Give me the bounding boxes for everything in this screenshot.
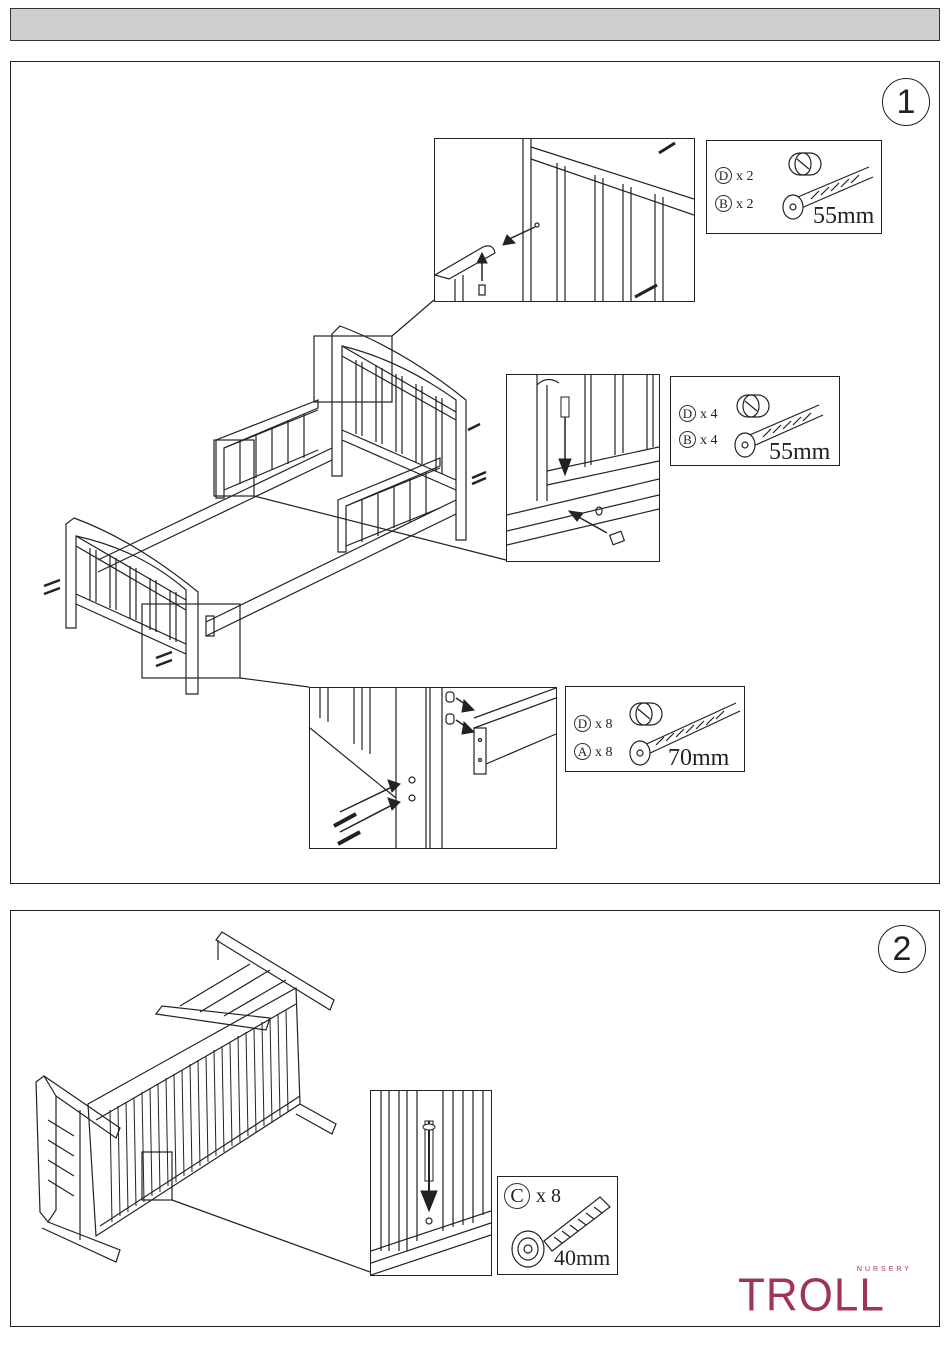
part-letter: D	[715, 167, 732, 184]
part-qty: x 4	[700, 433, 718, 448]
part-qty: x 8	[536, 1185, 561, 1207]
step-number: 1	[882, 78, 930, 126]
logo-name: TROLL	[738, 1269, 885, 1322]
logo-tagline: NURSERY	[856, 1266, 912, 1273]
step-number: 2	[878, 925, 926, 973]
parts-box	[497, 1176, 618, 1275]
bolt-length: 55mm	[813, 203, 875, 229]
part-qty: x 8	[595, 717, 613, 732]
part-qty: x 8	[595, 745, 613, 760]
part-letter: D	[574, 715, 591, 732]
bolt-length: 55mm	[769, 439, 831, 465]
part-letter: A	[574, 743, 591, 760]
detail-box-slat-screw	[370, 1090, 492, 1276]
part-letter: B	[715, 195, 732, 212]
bolt-length: 40mm	[554, 1245, 611, 1270]
part-qty: x 2	[736, 169, 754, 184]
part-qty: x 2	[736, 197, 754, 212]
troll-nursery-logo	[738, 1262, 918, 1322]
bolt-length: 70mm	[668, 745, 730, 771]
detail-illustration	[371, 1091, 491, 1275]
part-letter: C	[504, 1183, 530, 1209]
part-letter: D	[679, 405, 696, 422]
part-qty: x 4	[700, 407, 718, 422]
part-letter: B	[679, 431, 696, 448]
